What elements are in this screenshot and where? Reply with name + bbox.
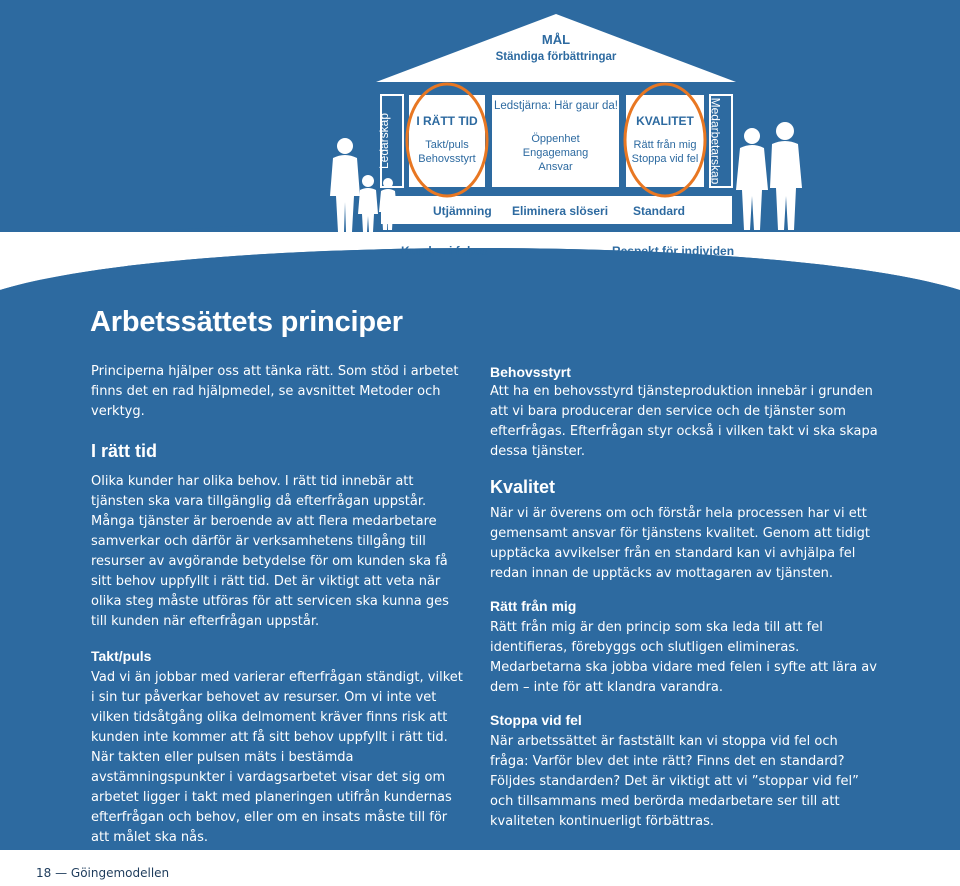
side-label-left: Ledarskap [377,112,392,170]
section-heading: Kvalitet [490,477,556,497]
body-paragraph: Olika kunder har olika behov. I rätt tid innebär att tjänsten ska vara tillgänglig då efterfrågan uppstår. Många tjänster är beroende av att flera medarbetare samverkar och därför är verksamhetens tillgång till resurser av avgörande betydelse för om kunden ska få sitt behov uppfyllt i rätt tid. Det är viktigt att veta när olika steg måste utföras för att servicen ska kunna ges till kunden när efterfrågan uppstår. [91,474,449,629]
pillar-middle-item: Ansvar [538,161,573,173]
body-paragraph: Rätt från mig är den princip som ska leda till att fel identifieras, förebyggs och slutligen elimineras. Medarbetarna ska jobba vidare med felen i syfte att lära av dem – inte för att klandra varandra. [490,620,877,695]
foundation-label: Standard [633,204,686,218]
foundation-label: Eliminera slöseri [512,204,609,218]
body-paragraph: När arbetssättet är fastställt kan vi stoppa vid fel och fråga: Varför blev det inte rätt? Finns det en standard? Följdes standarden? Det är viktigt att vi ”stoppar vid fel” och tillsammans med berörda medarbetare ser till att kvaliteten kontinuerligt förbättras. [490,734,859,829]
right-column [490,362,880,832]
ground-label: Respekt för individen [612,244,735,258]
intro-paragraph: Principerna hjälper oss att tänka rätt. Som stöd i arbetet finns det en rad hjälpmedel, se avsnittet Metoder och verktyg. [91,364,459,419]
foundation-label: Utjämning [433,204,492,218]
pillar-middle-item: Engagemang [522,147,589,159]
pillar-left-item: Takt/puls [425,139,469,151]
section-heading: Behovsstyrt [490,364,571,380]
section-heading: I rätt tid [91,441,157,461]
page-title: Arbetssättets principer [90,306,403,338]
pillar-right-item: Stoppa vid fel [631,153,699,165]
body-paragraph: Att ha en behovsstyrd tjänsteproduktion innebär i grunden att vi bara producerar den service och de tjänster som efterfrågas. Efterfrågan styr också i vilken takt vi ska skapa dessa tjänster. [490,384,878,459]
page-footer: 18 — Göingemodellen [36,866,170,880]
left-column [91,362,463,848]
ground-label: Kunden i fokus [401,244,488,258]
pillar-middle-item: Öppenhet [531,133,580,145]
pillar-middle-title: Ledstjärna: Här gaur da! [493,100,619,112]
body-paragraph: Vad vi än jobbar med varierar efterfrågan ständigt, vilket i sin tur påverkar behovet av resurser. Om vi inte vet vilken tidsåtgång olika delmoment kräver finns risk att kunden inte kommer att få sitt behov uppfyllt i rätt tid. När takten eller pulsen mäts i bestämda avstämningspunkter i vardagsarbetet visar det sig om arbetet ligger i takt med planeringen utifrån kundernas efterfrågan och behov, eller om en insats måste till för att målet ska nås. [91,670,463,845]
pillar-left-item: Behovsstyrt [418,153,476,165]
body-paragraph: När vi är överens om och förstår hela processen har vi ett gemensamt ansvar för tjänstens kvalitet. Genom att tidigt upptäcka avvikelser från en standard kan vi avhjälpa fel redan innan de upptäcks av mottagaren av tjänsten. [490,506,870,581]
pillar-right-title: KVALITET [636,114,694,128]
pillar-right-item: Rätt från mig [633,139,697,151]
section-heading: Rätt från mig [490,598,577,614]
section-heading: Stoppa vid fel [490,712,582,728]
roof-title: MÅL [541,32,571,47]
section-heading: Takt/puls [91,648,152,664]
roof-subtitle: Ständiga förbättringar [495,51,617,63]
pillar-left-title: I RÄTT TID [416,114,478,128]
side-label-right: Medarbetarskap [708,97,723,185]
